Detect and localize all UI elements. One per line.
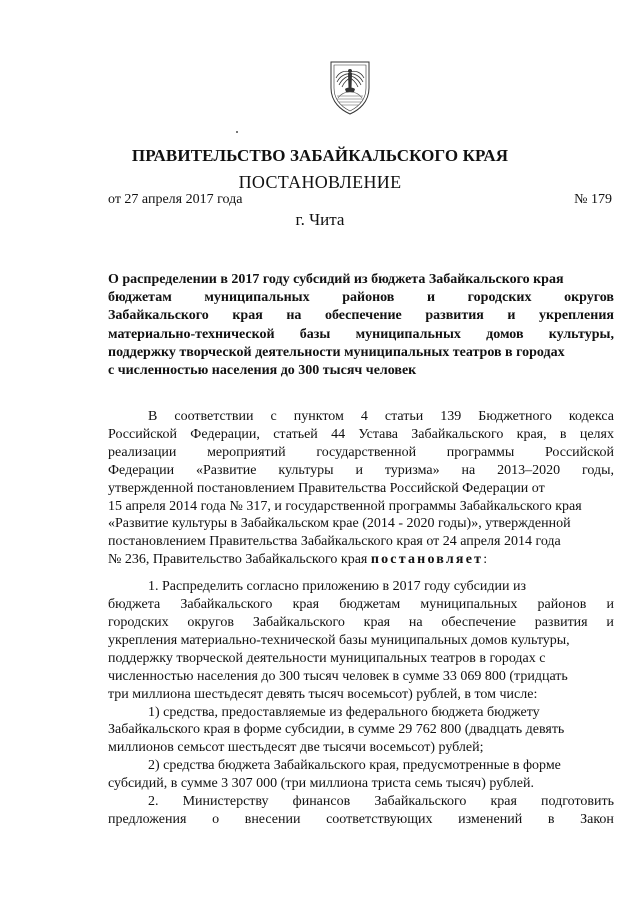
word: городских	[467, 290, 532, 306]
word: обеспечение	[441, 614, 516, 630]
word: муниципальных	[204, 290, 310, 306]
decree-number: № 179	[574, 192, 612, 207]
word: культуры	[278, 462, 334, 478]
word: реализации	[108, 444, 177, 460]
word: в	[547, 811, 555, 827]
word: Федерации	[108, 462, 175, 478]
word: Забайкальского	[411, 426, 504, 442]
preamble-line	[108, 426, 614, 444]
word: статьей	[273, 426, 318, 442]
word: 44	[331, 426, 346, 442]
preamble-line: 15 апреля 2014 года № 317, и государственной программы Забайкальского края	[108, 498, 582, 514]
preamble-line	[108, 444, 614, 462]
subject-line: поддержку творческой деятельности муниципальных театров в городах	[108, 344, 565, 360]
preamble-line	[108, 408, 614, 426]
word: Закон	[580, 811, 614, 827]
word: годы,	[581, 462, 614, 478]
resolves-word: постановляет	[370, 552, 484, 568]
document-type: ПОСТАНОВЛЕНИЕ	[238, 172, 402, 192]
item-line: 1. Распределить согласно приложению в 2017 году субсидии из	[148, 579, 526, 595]
word: и	[507, 308, 516, 324]
word: на	[408, 614, 423, 630]
word: Российской	[108, 426, 177, 442]
word: туризма»	[384, 462, 440, 478]
subitem-line: миллионов семьсот шестьдесят две тысячи восемьсот) рублей;	[108, 740, 484, 756]
subject-line	[108, 326, 614, 344]
word: в	[559, 426, 567, 442]
word: подготовить	[541, 794, 614, 810]
preamble-line: «Развитие культуры в Забайкальском крае (2014 - 2020 годы)», утвержденной	[108, 516, 571, 532]
word: В	[148, 409, 158, 424]
subitem-line: субсидий, в сумме 3 307 000 (три миллиона триста семь тысяч) рублей.	[108, 776, 534, 792]
word: государственной	[316, 444, 417, 460]
preamble-line: утвержденной постановлением Правительства Российской Федерации от	[108, 480, 545, 496]
preamble-text: № 236, Правительство Забайкальского края	[108, 552, 371, 568]
word: края	[490, 794, 517, 810]
preamble-line	[108, 462, 614, 480]
word: 2013–2020	[497, 462, 561, 478]
government-title: ПРАВИТЕЛЬСТВО ЗАБАЙКАЛЬСКОГО КРАЯ	[131, 146, 509, 165]
word: базы	[299, 326, 331, 342]
item-line	[108, 614, 614, 632]
item-line: укрепления материально-технической базы муниципальных домов культуры,	[108, 632, 570, 648]
word: внесении	[244, 811, 301, 827]
word: Федерации,	[190, 426, 260, 442]
word: Министерству	[182, 794, 269, 810]
word: материально-технической	[108, 326, 275, 342]
word: на	[286, 308, 302, 324]
word: Бюджетного	[478, 409, 552, 424]
preamble-line: постановлением Правительства Забайкальского края от 24 апреля 2014 года	[108, 534, 561, 550]
word: статьи	[384, 409, 424, 424]
word: 4	[360, 409, 368, 424]
word: на	[461, 462, 476, 478]
word: Забайкальского	[108, 308, 209, 324]
word: Забайкальского	[252, 614, 345, 630]
word: и	[426, 290, 436, 306]
word: Российской	[544, 444, 614, 460]
word: края	[363, 614, 391, 630]
item-line	[108, 793, 614, 811]
word: о	[212, 811, 220, 827]
word: целях	[579, 426, 614, 442]
word: и	[606, 614, 614, 630]
word: и	[606, 597, 614, 613]
word: «Развитие	[196, 462, 257, 478]
word: округов	[187, 614, 235, 630]
item-line	[108, 596, 614, 614]
word: края	[232, 308, 263, 324]
word: городских	[108, 614, 169, 630]
word: развития	[425, 308, 484, 324]
item-line	[108, 811, 614, 829]
word: края,	[516, 426, 547, 442]
decree-body	[108, 408, 614, 829]
subitem-line: 2) средства бюджета Забайкальского края, предусмотренные в форме	[148, 758, 561, 774]
word: Забайкальского	[180, 597, 273, 613]
word: Забайкальского	[374, 794, 467, 810]
word: финансов	[292, 794, 351, 810]
preamble-line	[108, 551, 614, 569]
subject-line	[108, 289, 614, 307]
word: обеспечение	[324, 308, 402, 324]
item-line: численностью населения до 300 тысяч человек в сумме 33 069 800 (тридцать	[108, 668, 568, 684]
subject-line: О распределении в 2017 году субсидий из бюджета Забайкальского края	[108, 272, 564, 287]
item-line: поддержку творческой деятельности муниципальных театров в городах с	[108, 650, 546, 666]
colon: :	[483, 552, 488, 568]
word: 2.	[148, 794, 159, 810]
word: 139	[440, 409, 462, 424]
word: кодекса	[568, 409, 614, 424]
word: бюджета	[108, 597, 161, 613]
word: развития	[534, 614, 588, 630]
word: с	[270, 409, 277, 424]
subitem-line: Забайкальского края в форме субсидии, в сумме 29 762 800 (двадцать девять	[108, 722, 565, 738]
scan-speck	[236, 131, 238, 133]
subitem-line: 1) средства, предоставляемые из федерального бюджета бюджету	[148, 704, 540, 720]
word: укрепления	[539, 308, 614, 324]
word: соответствующих	[326, 811, 433, 827]
decree-date: от 27 апреля 2017 года	[108, 192, 243, 207]
word: бюджетам	[339, 597, 401, 613]
word: изменений	[458, 811, 523, 827]
word: края	[292, 597, 320, 613]
word: округов	[564, 290, 614, 306]
word: Устава	[358, 426, 398, 442]
word: и	[355, 462, 363, 478]
word: районов	[342, 290, 395, 306]
word: программы	[446, 444, 515, 460]
word: бюджетам	[108, 290, 172, 306]
decree-subject	[108, 271, 614, 380]
word: пунктом	[293, 409, 344, 424]
subject-line: с численностью населения до 300 тысяч человек	[108, 363, 417, 379]
paragraph-gap	[108, 569, 614, 578]
item-line: три миллиона шестьдесят девять тысяч восемьсот) рублей, в том числе:	[108, 686, 538, 702]
word: культуры,	[548, 326, 614, 342]
word: районов	[537, 597, 587, 613]
word: домов	[486, 326, 524, 342]
word: муниципальных	[355, 326, 461, 342]
word: муниципальных	[420, 597, 518, 613]
city: г. Чита	[295, 210, 345, 229]
subject-line	[108, 307, 614, 325]
word: предложения	[108, 811, 187, 827]
word: соответствии	[174, 409, 254, 424]
word: мероприятий	[207, 444, 286, 460]
coat-of-arms-icon	[327, 58, 373, 116]
